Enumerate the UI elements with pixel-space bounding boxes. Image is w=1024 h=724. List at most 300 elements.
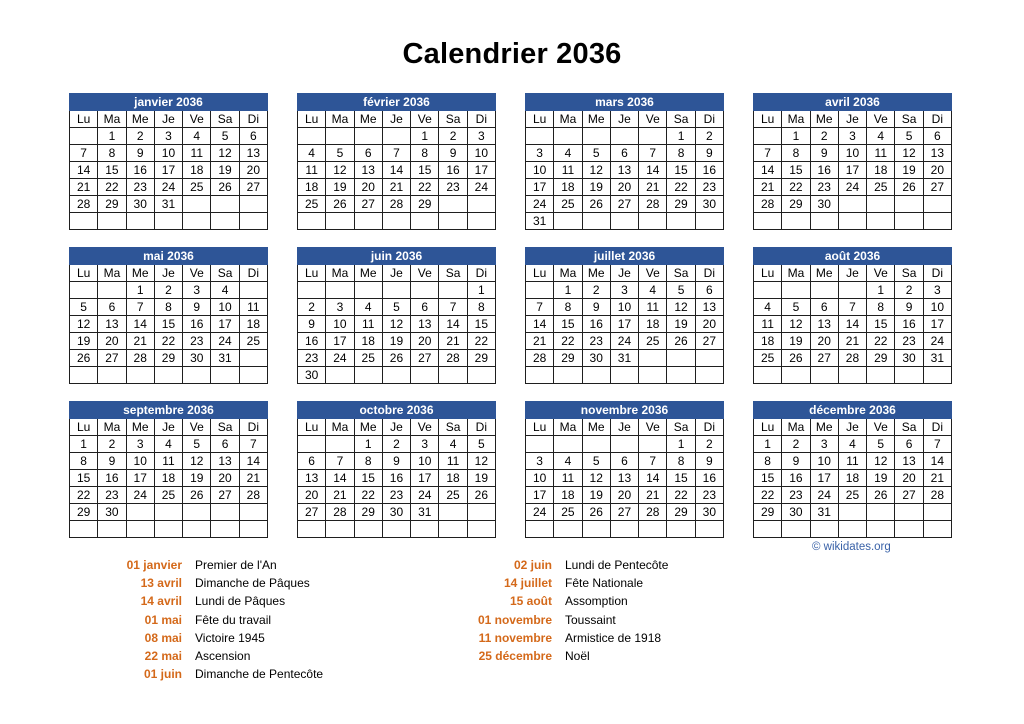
- day-cell: 28: [754, 196, 782, 213]
- day-cell: 20: [610, 179, 638, 196]
- day-cell: 14: [326, 470, 354, 487]
- weekday-header: Me: [810, 265, 838, 282]
- day-cell: 3: [326, 299, 354, 316]
- day-cell: [239, 367, 267, 384]
- day-cell: 11: [639, 299, 667, 316]
- weekday-header: Je: [610, 419, 638, 436]
- day-cell: 25: [183, 179, 211, 196]
- day-cell: [667, 367, 695, 384]
- month-9: [297, 401, 496, 538]
- day-cell: 15: [667, 470, 695, 487]
- day-cell: 14: [639, 470, 667, 487]
- day-cell: 4: [211, 282, 239, 299]
- day-cell: 19: [211, 162, 239, 179]
- day-cell: [867, 504, 895, 521]
- day-cell: 17: [154, 162, 182, 179]
- day-cell: 10: [838, 145, 866, 162]
- day-cell: 22: [754, 487, 782, 504]
- day-cell: [582, 521, 610, 538]
- day-cell: 31: [154, 196, 182, 213]
- day-cell: [610, 521, 638, 538]
- day-cell: 30: [183, 350, 211, 367]
- day-cell: 25: [754, 350, 782, 367]
- day-cell: [70, 128, 98, 145]
- day-cell: [639, 436, 667, 453]
- day-cell: 23: [695, 487, 723, 504]
- day-cell: 1: [754, 436, 782, 453]
- day-cell: 6: [610, 453, 638, 470]
- weekday-header: Je: [610, 111, 638, 128]
- day-cell: [923, 367, 951, 384]
- day-cell: [382, 367, 410, 384]
- day-cell: [639, 128, 667, 145]
- day-cell: [382, 213, 410, 230]
- day-cell: [439, 282, 467, 299]
- day-cell: [667, 521, 695, 538]
- day-cell: [239, 196, 267, 213]
- day-cell: 12: [467, 453, 495, 470]
- weekday-header: Je: [154, 265, 182, 282]
- day-cell: [411, 521, 439, 538]
- day-cell: 2: [782, 436, 810, 453]
- weekday-header: Ve: [411, 265, 439, 282]
- day-cell: 2: [895, 282, 923, 299]
- day-cell: [810, 367, 838, 384]
- day-cell: 13: [298, 470, 326, 487]
- holiday-date: 15 août: [509, 594, 552, 609]
- day-cell: 8: [782, 145, 810, 162]
- day-cell: 22: [354, 487, 382, 504]
- day-cell: 16: [183, 316, 211, 333]
- day-cell: [183, 196, 211, 213]
- day-cell: [923, 521, 951, 538]
- day-cell: 19: [70, 333, 98, 350]
- day-cell: 6: [411, 299, 439, 316]
- day-cell: 2: [810, 128, 838, 145]
- day-cell: 15: [70, 470, 98, 487]
- holiday-name: Dimanche de Pâques: [195, 576, 310, 591]
- day-cell: 13: [411, 316, 439, 333]
- day-cell: 23: [782, 487, 810, 504]
- credit-link[interactable]: © wikidates.org: [812, 541, 891, 553]
- day-cell: 17: [126, 470, 154, 487]
- weekday-header: Me: [354, 111, 382, 128]
- day-cell: 14: [923, 453, 951, 470]
- weekday-header: Di: [467, 419, 495, 436]
- day-cell: 7: [382, 145, 410, 162]
- month-5: [297, 247, 496, 384]
- day-cell: 28: [526, 350, 554, 367]
- day-cell: 31: [526, 213, 554, 230]
- month-title: juin 2036: [298, 248, 496, 265]
- day-cell: 20: [211, 470, 239, 487]
- day-cell: 11: [298, 162, 326, 179]
- weekday-header: Di: [695, 419, 723, 436]
- day-cell: 12: [183, 453, 211, 470]
- day-cell: [754, 213, 782, 230]
- weekday-header: Sa: [667, 111, 695, 128]
- day-cell: 16: [439, 162, 467, 179]
- day-cell: 26: [326, 196, 354, 213]
- day-cell: 5: [667, 282, 695, 299]
- day-cell: [211, 196, 239, 213]
- weekday-header: Ve: [411, 419, 439, 436]
- day-cell: 14: [639, 162, 667, 179]
- holiday-name: Ascension: [195, 648, 251, 663]
- day-cell: 7: [439, 299, 467, 316]
- day-cell: 31: [923, 350, 951, 367]
- day-cell: 10: [526, 470, 554, 487]
- day-cell: 18: [754, 333, 782, 350]
- day-cell: 23: [98, 487, 126, 504]
- day-cell: 16: [782, 470, 810, 487]
- holiday-date: 11 novembre: [478, 630, 552, 645]
- day-cell: 6: [354, 145, 382, 162]
- day-cell: 23: [126, 179, 154, 196]
- day-cell: 22: [70, 487, 98, 504]
- day-cell: [211, 213, 239, 230]
- day-cell: 12: [70, 316, 98, 333]
- weekday-header: Me: [582, 111, 610, 128]
- day-cell: 17: [838, 162, 866, 179]
- weekday-header: Ma: [782, 419, 810, 436]
- day-cell: [298, 436, 326, 453]
- day-cell: [754, 282, 782, 299]
- weekday-header: Sa: [895, 111, 923, 128]
- day-cell: [810, 213, 838, 230]
- day-cell: 13: [610, 162, 638, 179]
- day-cell: [695, 521, 723, 538]
- day-cell: 9: [695, 145, 723, 162]
- day-cell: 22: [98, 179, 126, 196]
- day-cell: [895, 213, 923, 230]
- day-cell: 15: [467, 316, 495, 333]
- day-cell: 16: [126, 162, 154, 179]
- day-cell: 7: [838, 299, 866, 316]
- day-cell: [639, 367, 667, 384]
- day-cell: [467, 196, 495, 213]
- day-cell: 1: [98, 128, 126, 145]
- day-cell: 3: [610, 282, 638, 299]
- holiday-date: 01 novembre: [477, 612, 552, 627]
- month-title: août 2036: [754, 248, 952, 265]
- day-cell: [754, 367, 782, 384]
- holiday-date: 13 avril: [140, 576, 182, 591]
- day-cell: 22: [667, 179, 695, 196]
- day-cell: 13: [239, 145, 267, 162]
- day-cell: 3: [810, 436, 838, 453]
- day-cell: [183, 367, 211, 384]
- month-title: octobre 2036: [298, 402, 496, 419]
- day-cell: 12: [582, 162, 610, 179]
- day-cell: [439, 196, 467, 213]
- day-cell: 1: [782, 128, 810, 145]
- day-cell: [610, 128, 638, 145]
- day-cell: 8: [154, 299, 182, 316]
- day-cell: 30: [695, 196, 723, 213]
- day-cell: 1: [354, 436, 382, 453]
- day-cell: 25: [554, 504, 582, 521]
- page-title: Calendrier 2036: [402, 38, 622, 70]
- day-cell: 10: [810, 453, 838, 470]
- holiday-date: 22 mai: [144, 648, 182, 663]
- weekday-header: Sa: [667, 419, 695, 436]
- day-cell: [154, 367, 182, 384]
- day-cell: 11: [867, 145, 895, 162]
- weekday-header: Me: [126, 419, 154, 436]
- day-cell: 16: [382, 470, 410, 487]
- day-cell: 23: [183, 333, 211, 350]
- day-cell: [298, 282, 326, 299]
- day-cell: 24: [526, 196, 554, 213]
- day-cell: 22: [467, 333, 495, 350]
- day-cell: [782, 282, 810, 299]
- month-2: [525, 93, 724, 230]
- weekday-header: Lu: [754, 419, 782, 436]
- day-cell: [183, 504, 211, 521]
- weekday-header: Lu: [298, 419, 326, 436]
- day-cell: 25: [554, 196, 582, 213]
- day-cell: [98, 367, 126, 384]
- day-cell: [70, 282, 98, 299]
- day-cell: 9: [98, 453, 126, 470]
- day-cell: 10: [610, 299, 638, 316]
- day-cell: [838, 521, 866, 538]
- day-cell: 2: [154, 282, 182, 299]
- day-cell: 5: [70, 299, 98, 316]
- day-cell: 18: [239, 316, 267, 333]
- holiday-name: Fête Nationale: [565, 576, 644, 591]
- day-cell: 11: [554, 162, 582, 179]
- day-cell: [467, 367, 495, 384]
- day-cell: 14: [126, 316, 154, 333]
- day-cell: 17: [211, 316, 239, 333]
- day-cell: 17: [526, 179, 554, 196]
- day-cell: 17: [526, 487, 554, 504]
- day-cell: 6: [923, 128, 951, 145]
- day-cell: 27: [695, 333, 723, 350]
- day-cell: 7: [70, 145, 98, 162]
- month-title: avril 2036: [754, 94, 952, 111]
- day-cell: 20: [354, 179, 382, 196]
- day-cell: 4: [354, 299, 382, 316]
- day-cell: 8: [867, 299, 895, 316]
- month-title: mai 2036: [70, 248, 268, 265]
- day-cell: 30: [810, 196, 838, 213]
- day-cell: [326, 436, 354, 453]
- day-cell: 5: [867, 436, 895, 453]
- day-cell: 5: [782, 299, 810, 316]
- day-cell: [782, 521, 810, 538]
- day-cell: 3: [923, 282, 951, 299]
- day-cell: 1: [467, 282, 495, 299]
- day-cell: [70, 521, 98, 538]
- day-cell: 9: [439, 145, 467, 162]
- day-cell: 9: [782, 453, 810, 470]
- weekday-header: Sa: [439, 265, 467, 282]
- day-cell: [895, 367, 923, 384]
- day-cell: [354, 282, 382, 299]
- day-cell: [582, 367, 610, 384]
- day-cell: 2: [439, 128, 467, 145]
- day-cell: 11: [354, 316, 382, 333]
- day-cell: 29: [98, 196, 126, 213]
- day-cell: 27: [895, 487, 923, 504]
- day-cell: 5: [895, 128, 923, 145]
- weekday-header: Ma: [554, 265, 582, 282]
- weekday-header: Ma: [782, 111, 810, 128]
- day-cell: 18: [554, 487, 582, 504]
- weekday-header: Ma: [782, 265, 810, 282]
- day-cell: [754, 521, 782, 538]
- day-cell: 28: [382, 196, 410, 213]
- day-cell: 17: [326, 333, 354, 350]
- day-cell: [126, 213, 154, 230]
- day-cell: 18: [554, 179, 582, 196]
- day-cell: 9: [895, 299, 923, 316]
- day-cell: [923, 504, 951, 521]
- month-title: mars 2036: [526, 94, 724, 111]
- day-cell: [439, 521, 467, 538]
- day-cell: [639, 350, 667, 367]
- day-cell: 29: [70, 504, 98, 521]
- weekday-header: Je: [838, 111, 866, 128]
- weekday-header: Di: [923, 111, 951, 128]
- day-cell: 27: [411, 350, 439, 367]
- day-cell: 11: [239, 299, 267, 316]
- day-cell: 28: [126, 350, 154, 367]
- day-cell: 30: [98, 504, 126, 521]
- day-cell: 7: [126, 299, 154, 316]
- day-cell: 17: [923, 316, 951, 333]
- day-cell: 8: [70, 453, 98, 470]
- day-cell: 30: [582, 350, 610, 367]
- day-cell: 4: [867, 128, 895, 145]
- weekday-header: Sa: [439, 111, 467, 128]
- day-cell: 6: [610, 145, 638, 162]
- day-cell: 25: [867, 179, 895, 196]
- day-cell: 15: [867, 316, 895, 333]
- day-cell: 12: [582, 470, 610, 487]
- day-cell: 15: [667, 162, 695, 179]
- day-cell: 26: [467, 487, 495, 504]
- day-cell: 9: [382, 453, 410, 470]
- day-cell: 22: [411, 179, 439, 196]
- day-cell: 6: [810, 299, 838, 316]
- day-cell: 1: [554, 282, 582, 299]
- weekday-header: Ve: [639, 111, 667, 128]
- weekday-header: Ve: [867, 419, 895, 436]
- holiday-date: 25 décembre: [478, 648, 552, 663]
- day-cell: 3: [183, 282, 211, 299]
- day-cell: [154, 521, 182, 538]
- day-cell: 19: [467, 470, 495, 487]
- month-1: [297, 93, 496, 230]
- day-cell: 22: [667, 487, 695, 504]
- day-cell: 17: [467, 162, 495, 179]
- day-cell: [239, 282, 267, 299]
- day-cell: 20: [695, 316, 723, 333]
- day-cell: 25: [838, 487, 866, 504]
- weekday-header: Lu: [526, 265, 554, 282]
- day-cell: 29: [354, 504, 382, 521]
- day-cell: 14: [70, 162, 98, 179]
- day-cell: [354, 521, 382, 538]
- month-4: [69, 247, 268, 384]
- weekday-header: Ve: [639, 265, 667, 282]
- day-cell: 18: [183, 162, 211, 179]
- day-cell: 14: [239, 453, 267, 470]
- weekday-header: Ma: [98, 419, 126, 436]
- day-cell: 7: [326, 453, 354, 470]
- day-cell: 6: [298, 453, 326, 470]
- weekday-header: Ma: [554, 111, 582, 128]
- day-cell: 14: [754, 162, 782, 179]
- day-cell: 21: [639, 487, 667, 504]
- weekday-header: Me: [810, 111, 838, 128]
- day-cell: 16: [695, 162, 723, 179]
- day-cell: 29: [754, 504, 782, 521]
- day-cell: 5: [382, 299, 410, 316]
- day-cell: [754, 128, 782, 145]
- weekday-header: Di: [695, 265, 723, 282]
- day-cell: 10: [467, 145, 495, 162]
- day-cell: 20: [239, 162, 267, 179]
- day-cell: 24: [411, 487, 439, 504]
- day-cell: 1: [667, 436, 695, 453]
- day-cell: [98, 213, 126, 230]
- weekday-header: Sa: [211, 111, 239, 128]
- holiday-name: Armistice de 1918: [565, 630, 662, 645]
- day-cell: [667, 350, 695, 367]
- day-cell: 28: [639, 196, 667, 213]
- weekday-header: Je: [610, 265, 638, 282]
- day-cell: [467, 213, 495, 230]
- day-cell: 15: [154, 316, 182, 333]
- day-cell: 6: [239, 128, 267, 145]
- day-cell: [867, 213, 895, 230]
- day-cell: 5: [183, 436, 211, 453]
- day-cell: 19: [582, 179, 610, 196]
- day-cell: [667, 213, 695, 230]
- weekday-header: Ve: [867, 111, 895, 128]
- weekday-header: Me: [582, 265, 610, 282]
- day-cell: [554, 367, 582, 384]
- day-cell: 26: [895, 179, 923, 196]
- weekday-header: Me: [354, 419, 382, 436]
- day-cell: 13: [211, 453, 239, 470]
- day-cell: 10: [923, 299, 951, 316]
- day-cell: [838, 213, 866, 230]
- day-cell: 6: [895, 436, 923, 453]
- day-cell: [554, 213, 582, 230]
- day-cell: 18: [298, 179, 326, 196]
- day-cell: 3: [526, 145, 554, 162]
- weekday-header: Je: [382, 265, 410, 282]
- day-cell: [810, 282, 838, 299]
- day-cell: [98, 282, 126, 299]
- day-cell: 29: [467, 350, 495, 367]
- holiday-date: 14 juillet: [503, 576, 552, 591]
- day-cell: 27: [98, 350, 126, 367]
- day-cell: [183, 521, 211, 538]
- month-title: février 2036: [298, 94, 496, 111]
- day-cell: 23: [895, 333, 923, 350]
- day-cell: 19: [867, 470, 895, 487]
- day-cell: 27: [810, 350, 838, 367]
- day-cell: [70, 213, 98, 230]
- day-cell: 6: [98, 299, 126, 316]
